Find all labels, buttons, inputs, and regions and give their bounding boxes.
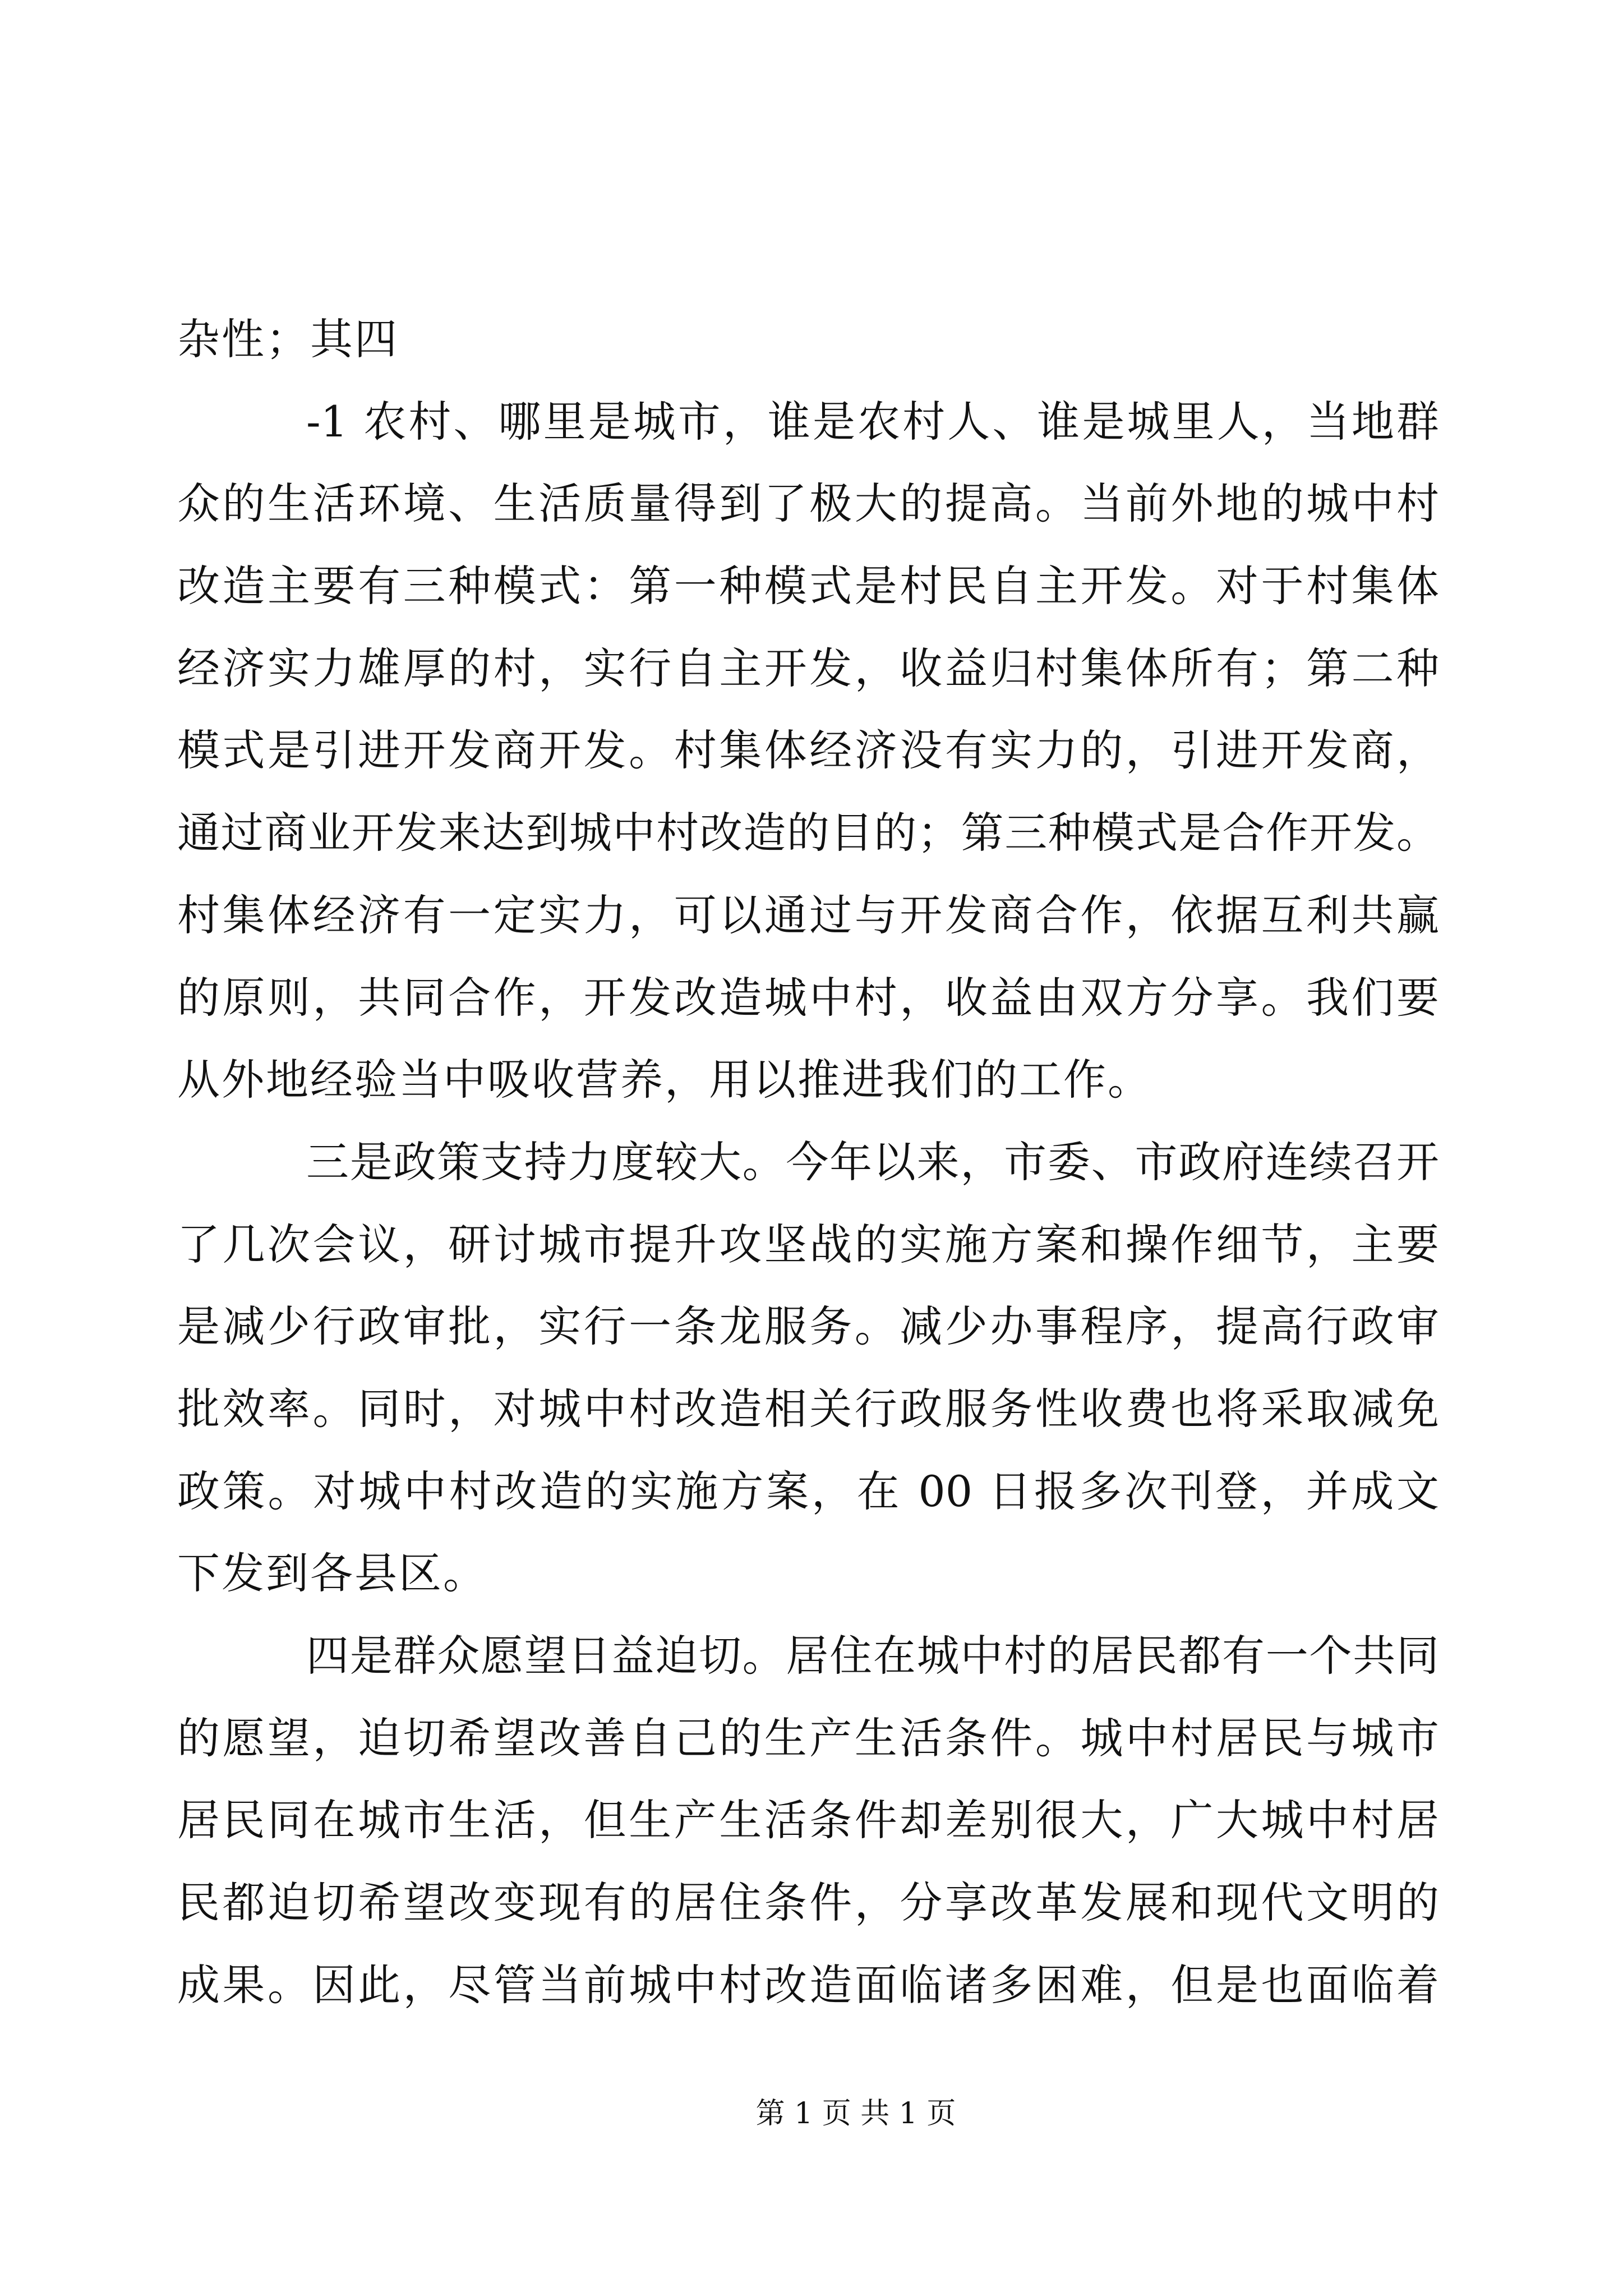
text-line: 了几次会议，研讨城市提升攻坚战的实施方案和操作细节，主要	[177, 1219, 1439, 1269]
text-line: 下发到各县区。	[177, 1548, 487, 1599]
text-line: 杂性；其四	[177, 314, 399, 364]
paragraph-development-models	[177, 381, 1439, 1121]
text-line: 众的生活环境、生活质量得到了极大的提高。当前外地的城中村	[177, 478, 1439, 529]
text-line: 三是政策支持力度较大。今年以来，市委、市政府连续召开	[306, 1137, 1439, 1187]
text-line: 的原则，共同合作，开发改造城中村，收益由双方分享。我们要	[177, 972, 1439, 1023]
text-line: 民都迫切希望改变现有的居住条件，分享改革发展和现代文明的	[177, 1878, 1439, 1928]
text-line: 从外地经验当中吸收营养，用以推进我们的工作。	[177, 1055, 1152, 1105]
text-line: -1 农村、哪里是城市，谁是农村人、谁是城里人，当地群	[306, 396, 1439, 447]
text-line: 居民同在城市生活，但生产生活条件却差别很大，广大城中村居	[177, 1795, 1439, 1846]
text-line: 的愿望，迫切希望改善自己的生产生活条件。城中村居民与城市	[177, 1713, 1439, 1763]
text-line: 通过商业开发来达到城中村改造的目的；第三种模式是合作开发。	[177, 808, 1439, 858]
text-line: 四是群众愿望日益迫切。居住在城中村的居民都有一个共同	[306, 1631, 1439, 1681]
paragraph-continuation	[177, 298, 1439, 381]
text-line: 经济实力雄厚的村，实行自主开发，收益归村集体所有；第二种	[177, 643, 1439, 693]
text-line: 村集体经济有一定实力，可以通过与开发商合作，依据互利共赢	[177, 890, 1439, 940]
text-line: 是减少行政审批，实行一条龙服务。减少办事程序，提高行政审	[177, 1301, 1439, 1352]
paragraph-public-wishes	[177, 1615, 1439, 2026]
document-body	[177, 298, 1439, 2026]
text-line: 政策。对城中村改造的实施方案，在 00 日报多次刊登，并成文	[177, 1466, 1439, 1516]
text-line: 模式是引进开发商开发。村集体经济没有实力的，引进开发商，	[177, 725, 1439, 776]
text-line: 批效率。同时，对城中村改造相关行政服务性收费也将采取减免	[177, 1383, 1439, 1434]
text-line: 改造主要有三种模式：第一种模式是村民自主开发。对于村集体	[177, 561, 1439, 611]
text-line: 成果。因此，尽管当前城中村改造面临诸多困难，但是也面临着	[177, 1959, 1439, 2010]
page-footer: 第 1 页 共 1 页	[755, 2097, 956, 2131]
paragraph-policy-support	[177, 1121, 1439, 1615]
